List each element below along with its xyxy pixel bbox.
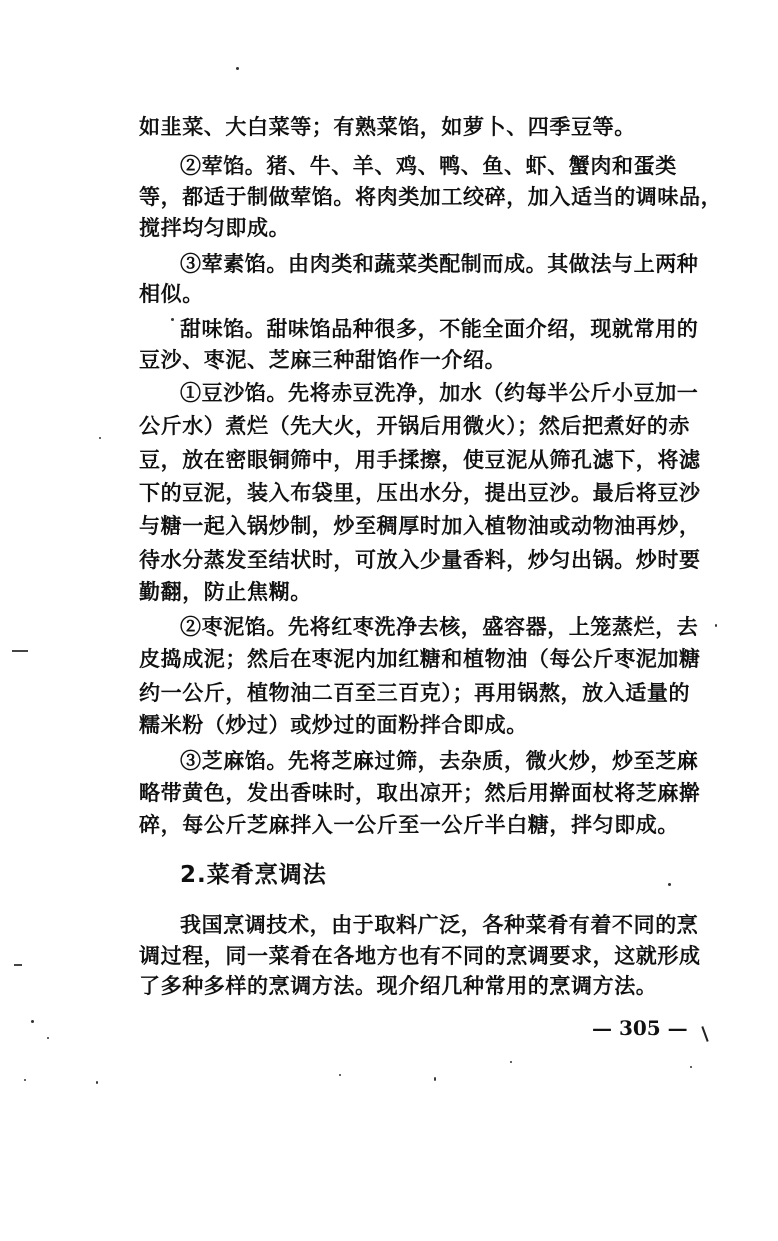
text-line-2: ②荤馅。猪、牛、羊、鸡、鸭、鱼、虾、蟹肉和蛋类	[180, 153, 677, 178]
scan-mark	[14, 964, 22, 966]
text-line-11: 豆，放在密眼铜筛中，用手揉擦，使豆泥从筛孔滤下，将滤	[139, 447, 701, 472]
text-line-18: 约一公斤，植物油二百至三百克）；再用锅熬，放入适量的	[139, 680, 691, 705]
scan-speck	[24, 1079, 26, 1081]
scan-speck	[47, 1037, 49, 1039]
text-line-7: 甜味馅。甜味馅品种很多，不能全面介绍，现就常用的	[180, 316, 699, 341]
text-line-20: ③芝麻馅。先将芝麻过筛，去杂质，微火炒，炒至芝麻	[180, 748, 699, 773]
text-line-1: 如韭菜、大白菜等；有熟菜馅，如萝卜、四季豆等。	[139, 114, 636, 139]
scan-speck	[96, 1081, 98, 1084]
text-line-10: 公斤水）煮烂（先大火，开锅后用微火）；然后把煮好的赤	[139, 413, 691, 438]
text-line-9: ①豆沙馅。先将赤豆洗净，加水（约每半公斤小豆加一	[180, 380, 699, 405]
scan-speck	[339, 1074, 341, 1076]
text-line-23: 我国烹调技术，由于取料广泛，各种菜肴有着不同的烹	[180, 912, 699, 937]
scan-speck	[171, 318, 174, 321]
text-line-3: 等，都适于制做荤馅。将肉类加工绞碎，加入适当的调味品，	[139, 184, 723, 209]
text-line-24: 调过程，同一菜肴在各地方也有不同的烹调要求，这就形成	[139, 943, 701, 968]
scan-speck	[434, 1077, 436, 1081]
text-line-15: 勤翻，防止焦糊。	[139, 579, 312, 604]
text-line-19: 糯米粉（炒过）或炒过的面粉拌合即成。	[139, 712, 528, 737]
scan-speck	[510, 1061, 512, 1063]
text-line-16: ②枣泥馅。先将红枣洗净去核，盛容器，上笼蒸烂，去	[180, 614, 699, 639]
text-line-25: 了多种多样的烹调方法。现介绍几种常用的烹调方法。	[139, 973, 658, 998]
text-line-22: 碎，每公斤芝麻拌入一公斤至一公斤半白糖，拌匀即成。	[139, 812, 679, 837]
section-heading: 2.菜肴烹调法	[180, 862, 327, 888]
scan-speck	[668, 883, 671, 886]
text-line-8: 豆沙、枣泥、芝麻三种甜馅作一介绍。	[139, 347, 507, 372]
text-line-13: 与糖一起入锅炒制，炒至稠厚时加入植物油或动物油再炒，	[139, 513, 701, 538]
text-line-12: 下的豆泥，装入布袋里，压出水分，提出豆沙。最后将豆沙	[139, 480, 701, 505]
scan-speck	[715, 624, 717, 627]
scan-speck	[236, 67, 239, 70]
scan-speck	[690, 1066, 692, 1068]
scan-mark	[701, 1026, 708, 1042]
scan-speck	[99, 437, 101, 439]
text-line-14: 待水分蒸发至结状时，可放入少量香料，炒匀出锅。炒时要	[139, 547, 701, 572]
text-line-6: 相似。	[139, 281, 204, 306]
scan-speck	[31, 1020, 34, 1023]
scan-mark	[12, 650, 28, 652]
text-line-21: 略带黄色，发出香味时，取出凉开；然后用擀面杖将芝麻擀	[139, 780, 701, 805]
text-line-5: ③荤素馅。由肉类和蔬菜类配制而成。其做法与上两种	[180, 251, 699, 276]
text-line-17: 皮捣成泥；然后在枣泥内加红糖和植物油（每公斤枣泥加糖	[139, 646, 701, 671]
page-number: — 305 —	[592, 1016, 688, 1040]
text-line-4: 搅拌均匀即成。	[139, 215, 291, 240]
